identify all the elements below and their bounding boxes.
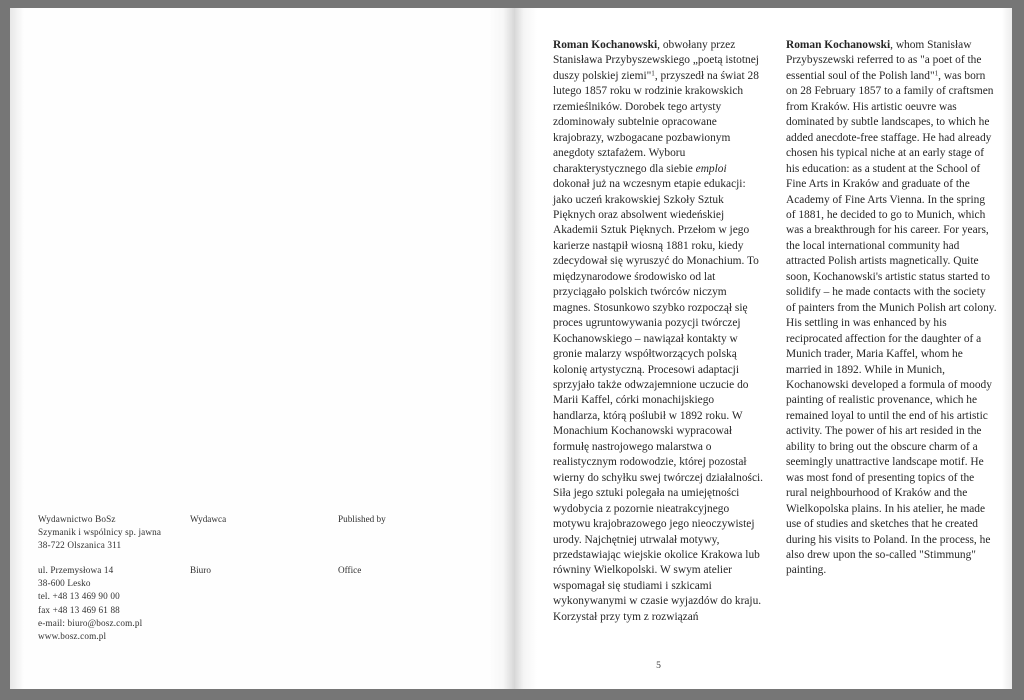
imprint-line-email: e-mail: biuro@bosz.com.pl bbox=[38, 617, 143, 628]
english-footnote-marker: 1 bbox=[934, 69, 939, 78]
imprint-label-office-en: Office bbox=[338, 565, 362, 576]
polish-text-segment-2: , przyszedł na świat 28 lutego 1857 roku w rodzinie krakowskich rzemieślników. Dorobek tego artysty zdominowały subtelnie opracowane krajobrazy, wzbogacane pozbawionym anegdoty sztafażem. Wyboru charakterystycznego dla siebie bbox=[553, 69, 759, 175]
english-text-segment-1: , whom Stanisław Przybyszewski referred to as "a poet of the essential soul of the Polish land" bbox=[786, 39, 982, 82]
publisher-imprint-block bbox=[38, 513, 478, 655]
polish-text-segment-1: , obwołany przez Stanisława Przybyszewskiego „poetą istotnej duszy polskiej ziemi" bbox=[553, 39, 759, 82]
imprint-label-publisher-en: Published by bbox=[338, 514, 386, 524]
recto-page bbox=[515, 8, 1012, 689]
imprint-group-office bbox=[38, 564, 478, 643]
imprint-line: 38-722 Olszanica 311 bbox=[38, 540, 122, 551]
page-number: 5 bbox=[656, 660, 661, 671]
polish-text-segment-3: dokonał już na wczesnym etapie edukacji: jako uczeń krakowskiej Szkoły Sztuk Pięknych oraz absolwent wiedeńskiej Akademii Sztuk Pięknych. Przełom w jego karierze nastąpił wiosną 1881 roku, kiedy zdecydował się wyruszyć do Monachium. To międzynarodowe środowisko od lat przyciągało polskich twórców niczym magnes. Stosunkowo szybko rozpoczął się proces ugruntowywania pozycji twórczej Kochanowskiego – nawiązał kontakty w gronie malarzy współtworzących polską kolonię artystyczną. Procesowi adaptacji sprzyjało także odwzajemnione uczucie do Marii Kaffel, córki monachijskiego handlarza, którą poślubił w 1892 roku. W Monachium Kochanowski wypracował formułę nastrojowego malarstwa o realistycznym rodowodzie, której pozostał wierny do schyłku swej twórczej działalności. Siła jego sztuki polegała na umiejętności wydobycia z pozornie nieatrakcyjnego motywu krajobrazowego jego nieoczywistej urody. Najchętniej utrwalał motywy, przedstawiając wiejskie okolice Krakowa lub równiny Wielkopolski. W swym atelier wspomagał się studiami i szkicami wykonywanymi w czasie wyjazdów do kraju. Korzystał przy tym z rozwiązań bbox=[553, 178, 764, 623]
polish-footnote-marker: 1 bbox=[651, 69, 655, 78]
english-text-segment-2: , was born on 28 February 1857 to a family of craftsmen from Kraków. His artistic oeuvre was dominated by subtle landscapes, to which he added anecdote-free staffage. He had already chosen his typical niche at an early stage of his education: as a student at the School of Fine Arts in Kraków and graduate of the Academy of Fine Arts Vienna. In the spring of 1881, he decided to go to Munich, which was a breakthrough for his career. For years, the local international community had attracted Polish artists magnetically. Quite soon, Kochanowski's artistic status started to solidify – he made contacts with the society of painters from the Munich Polish art colony. His settling in was enhanced by his reciprocated affection for the daughter of a Munich trader, Maria Kaffel, whom he married in 1892. While in Munich, Kochanowski developed a formula of moody painting of realistic provenance, which he remained loyal to until the end of his artistic activity. The power of his art resided in the ability to bring out the obscure charm of a seemingly unattractive landscape motif. He was most fond of presenting topics of the rural neighbourhood of Kraków and the Wielkopolska plains. In his atelier, he made use of studies and sketches that he created during his visits to Poland. In the process, he also drew upon the so-called "Stimmung" painting. bbox=[786, 69, 997, 577]
english-lead-in: Roman Kochanowski bbox=[786, 39, 891, 51]
column-polish-text bbox=[553, 38, 764, 625]
polish-lead-in: Roman Kochanowski bbox=[553, 39, 658, 51]
imprint-line: tel. +48 13 469 90 00 bbox=[38, 591, 120, 602]
imprint-line: fax +48 13 469 61 88 bbox=[38, 604, 120, 615]
publisher-address-lines bbox=[38, 513, 213, 552]
office-address-lines bbox=[38, 564, 213, 643]
column-english-text bbox=[786, 38, 997, 625]
imprint-line: Wydawnictwo BoSz bbox=[38, 514, 116, 524]
polish-body-paragraph bbox=[553, 38, 764, 625]
imprint-line-website: www.bosz.com.pl bbox=[38, 630, 107, 641]
imprint-group-publisher bbox=[38, 513, 478, 552]
text-columns bbox=[553, 38, 997, 625]
english-body-paragraph bbox=[786, 38, 997, 579]
imprint-line: Szymanik i wspólnicy sp. jawna bbox=[38, 527, 162, 538]
verso-page bbox=[10, 8, 515, 689]
book-spread bbox=[10, 8, 1012, 689]
imprint-line: 38-600 Lesko bbox=[38, 578, 91, 589]
imprint-label-publisher-pl: Wydawca bbox=[190, 514, 227, 524]
polish-italic-term: emploi bbox=[695, 162, 727, 175]
imprint-label-office-pl: Biuro bbox=[190, 565, 211, 576]
imprint-line: ul. Przemysłowa 14 bbox=[38, 565, 114, 576]
